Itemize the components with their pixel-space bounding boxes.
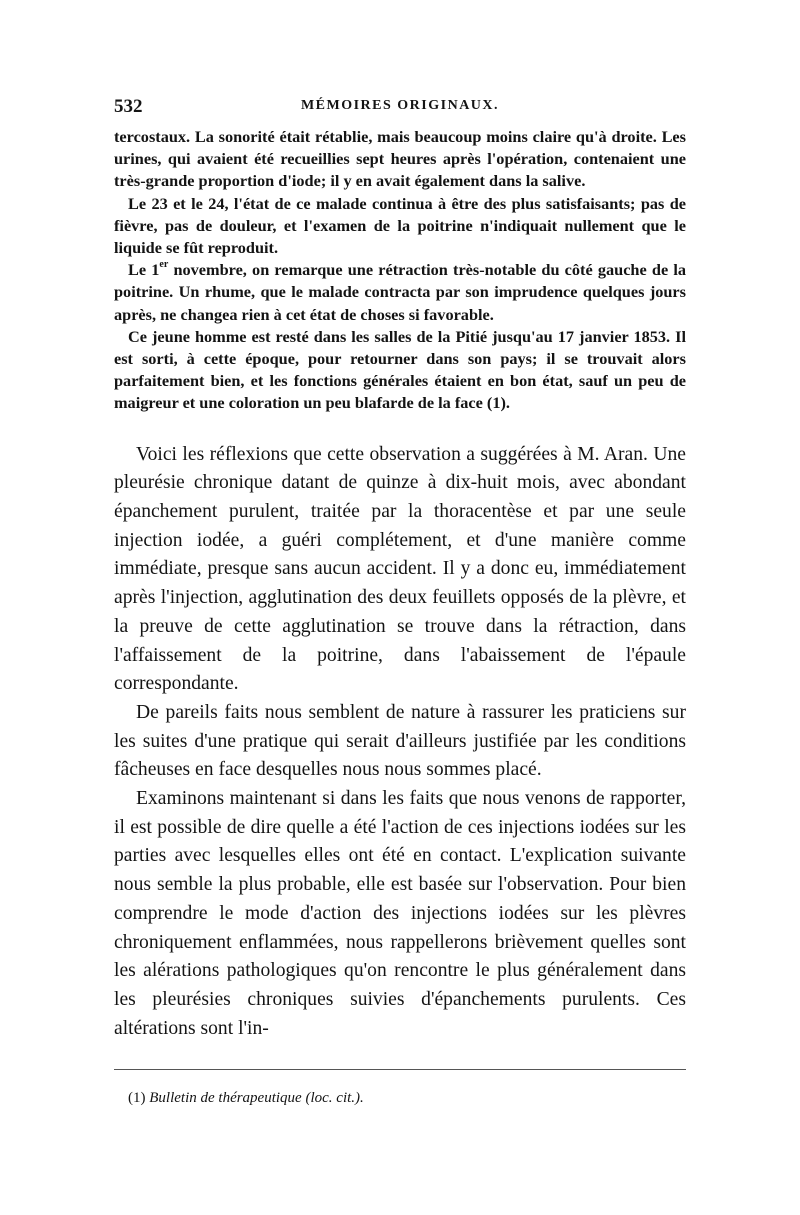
book-page <box>114 96 686 1107</box>
paragraph: tercostaux. La sonorité était rétablie, mais beaucoup moins claire qu'à droite. Les urines, qui avaient été recueillies sept heures après l'opération, contenaient une très-grande proportion d'iode; il y en avait également dans la salive. <box>114 127 686 191</box>
paragraph: Voici les réflexions que cette observation a suggérées à M. Aran. Une pleurésie chronique datant de quinze à dix-huit mois, avec abondant épanchement purulent, traitée par la thoracentèse et par une seule injection iodée, a guéri complétement, et d'une manière comme immédiate, presque sans aucun accident. Il y a donc eu, immédiatement après l'injection, agglutination des deux feuillets opposés de la plèvre, et la preuve de cette agglutination se trouve dans la rétraction, dans l'affaissement de la poitrine, dans l'abaissement de l'épaule correspondante. <box>114 443 686 695</box>
paragraph: De pareils faits nous semblent de nature à rassurer les praticiens sur les suites d'une pratique qui serait d'ailleurs justifiée par les conditions fâcheuses en face desquelles nous nous sommes placé. <box>114 701 686 781</box>
ordinal-superscript: er <box>159 259 169 271</box>
running-title: MÉMOIRES ORIGINAUX. <box>300 98 500 113</box>
observation-text <box>114 126 686 415</box>
paragraph-rest: novembre, on remarque une rétraction très-notable du côté gauche de la poitrine. Un rhume, que le malade contracta par son imprudence quelques jours après, ne changea rien à cet état de choses si favorable. <box>114 260 687 324</box>
footnote-text: Bulletin de thérapeutique (loc. cit.). <box>149 1090 364 1107</box>
paragraph <box>114 259 686 326</box>
paragraph: Le 23 et le 24, l'état de ce malade continua à être des plus satisfaisants; pas de fièvre, pas de douleur, et l'examen de la poitrine n'indiquait nullement que le liquide se fût reproduit. <box>114 193 686 258</box>
paragraph: Examinons maintenant si dans les faits que nous venons de rapporter, il est possible de dire quelle a été l'action de ces injections iodées sur les parties avec lesquelles elles ont été en contact. L'explication suivante nous semble la plus probable, elle est basée sur l'observation. Pour bien comprendre le mode d'action des injections iodées sur les plèvres chroniquement enflammées, nous rappellerons brièvement quelles sont les alérations pathologiques qu'on rencontre le plus généralement dans les pleurésies chroniques suivies d'épanchements purulents. Ces altérations sont l'in- <box>114 788 686 1039</box>
running-header <box>114 96 686 122</box>
paragraph: Ce jeune homme est resté dans les salles de la Pitié jusqu'au 17 janvier 1853. Il est sorti, à cette époque, pour retourner dans son pays; il se trouvait alors parfaitement bien, et les fonctions générales étaient en bon état, sauf un peu de maigreur et une coloration un peu blafarde de la face (1). <box>114 326 686 413</box>
paragraph-lead: Le 1 <box>128 260 160 280</box>
footnote-divider <box>114 1069 686 1070</box>
commentary-text <box>114 441 686 1044</box>
page-number: 532 <box>114 96 143 117</box>
footnote-marker: (1) <box>128 1090 146 1107</box>
footnote <box>128 1090 686 1107</box>
